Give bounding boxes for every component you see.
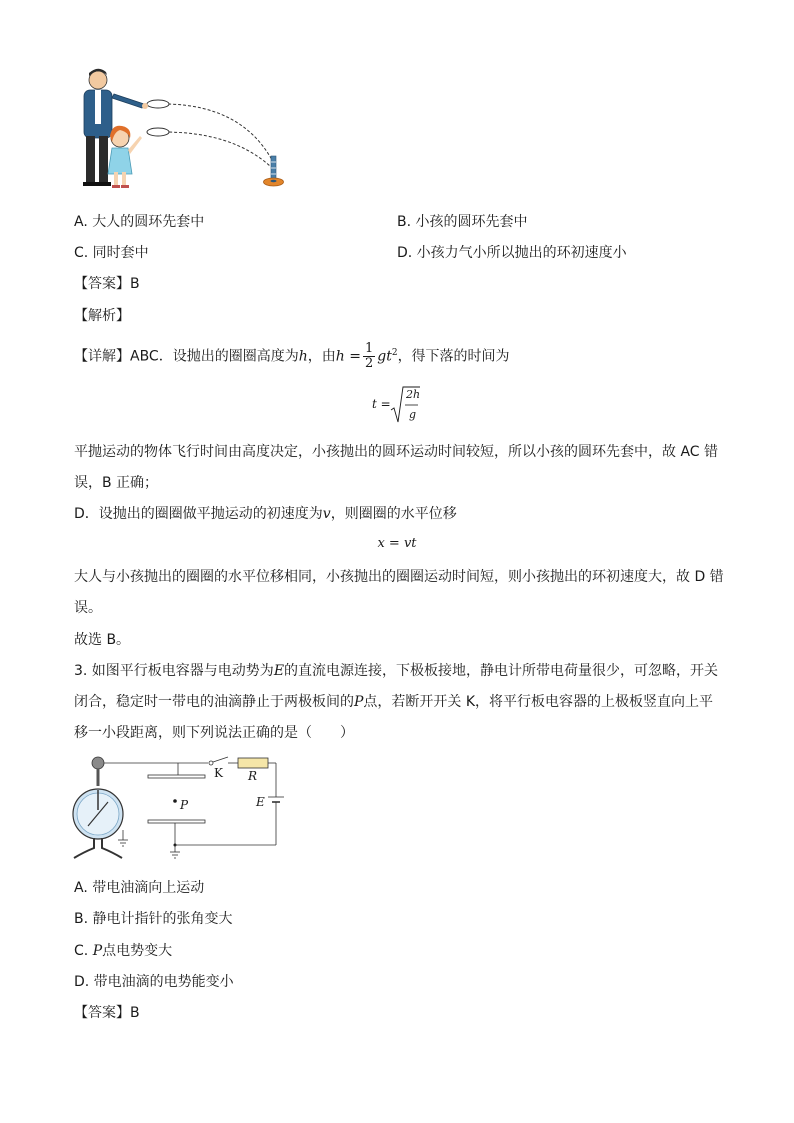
battery-label: E	[256, 795, 265, 809]
q2-para1-line2: 误，B 正确；	[74, 475, 159, 491]
q2-para2	[74, 504, 457, 524]
q2-conclusion: 故选 B。	[74, 632, 131, 648]
stem-line1-b: 的直流电源连接，下极板接地，静电计所带电荷量很少，可忽略，开关	[284, 663, 719, 679]
q3-stem-line2	[74, 692, 713, 712]
detail-eq-rhs: gt	[377, 348, 392, 365]
q2-para3-line1: 大人与小孩抛出的圈圈的水平位移相同，小孩抛出的圈圈运动时间短，则小孩抛出的环初速度大，故 D 错	[74, 569, 724, 585]
x-formula: x = vt	[377, 536, 417, 551]
stem-line2-b: 点，若断开开关 K，将平行板电容器的上极板竖直向上平	[363, 694, 714, 710]
fraction-denominator: 2	[364, 356, 374, 372]
detail-h-var: h	[298, 348, 308, 365]
q3-stem-line3: 移一小段距离，则下列说法正确的是（ ）	[74, 725, 354, 741]
resistor	[238, 758, 268, 768]
resistor-label: R	[248, 769, 258, 783]
q3-answer: 【答案】B	[74, 1005, 140, 1021]
option-c-suffix: 点电势变大	[102, 943, 173, 959]
electrometer	[73, 757, 123, 858]
capacitor-circuit-diagram	[68, 752, 284, 864]
q2-option-b: B. 小孩的圆环先套中	[397, 214, 528, 230]
q2-option-d: D. 小孩力气小所以抛出的环初速度小	[397, 245, 627, 261]
time-formula-num: 2h	[406, 388, 421, 401]
upper-plate	[148, 775, 205, 778]
adult-ring-trajectory	[168, 104, 272, 160]
q3-option-b: B. 静电计指针的张角变大	[74, 911, 233, 927]
stem-E-var: E	[273, 663, 285, 679]
child-ring	[147, 128, 169, 136]
detail-prefix: 【详解】ABC．设抛出的圈圈高度为	[74, 348, 299, 365]
para2-suffix: ，则圈圈的水平位移	[330, 506, 457, 522]
option-c-P-var: P	[92, 943, 103, 959]
q2-detail-line	[74, 338, 510, 372]
para2-v-var: v	[322, 506, 331, 522]
time-formula-lhs: t =	[372, 397, 391, 411]
q2-para3-line2: 误。	[74, 600, 102, 616]
time-formula-den: g	[409, 408, 417, 421]
q2-answer: 【答案】B	[74, 276, 140, 292]
detail-fraction	[363, 342, 375, 371]
stem-line1-a: 3. 如图平行板电容器与电动势为	[74, 663, 274, 679]
para2-prefix: D．设抛出的圈圈做平抛运动的初速度为	[74, 506, 323, 522]
child-figure	[108, 126, 142, 188]
detail-eq-lhs: h =	[335, 348, 361, 365]
q3-stem-line1	[74, 661, 718, 681]
target-post	[264, 156, 284, 186]
lower-plate	[148, 820, 205, 823]
q3-option-a: A. 带电油滴向上运动	[74, 880, 205, 896]
detail-suffix: ，得下落的时间为	[397, 348, 510, 365]
stem-P-var: P	[354, 694, 364, 710]
q2-option-a: A. 大人的圆环先套中	[74, 214, 205, 230]
q2-option-c: C. 同时套中	[74, 245, 149, 261]
child-ring-trajectory	[164, 132, 270, 166]
detail-mid: ，由	[307, 348, 336, 365]
switch-label: K	[214, 766, 223, 780]
q3-option-c	[74, 941, 172, 961]
stem-line2-a: 闭合，稳定时一带电的油滴静止于两极板间的	[74, 694, 354, 710]
oil-drop	[173, 799, 177, 803]
fraction-numerator: 1	[364, 341, 374, 357]
q3-option-d: D. 带电油滴的电势能变小	[74, 974, 234, 990]
q2-analysis-heading: 【解析】	[74, 308, 130, 324]
q2-para1-line1: 平抛运动的物体飞行时间由高度决定，小孩抛出的圆环运动时间较短，所以小孩的圆环先套中，故 AC 错	[74, 444, 719, 460]
adult-ring	[147, 100, 169, 108]
point-P-label: P	[180, 798, 189, 812]
ring-toss-illustration	[72, 66, 292, 194]
option-c-prefix: C.	[74, 943, 89, 959]
detail-exponent: 2	[391, 348, 398, 358]
